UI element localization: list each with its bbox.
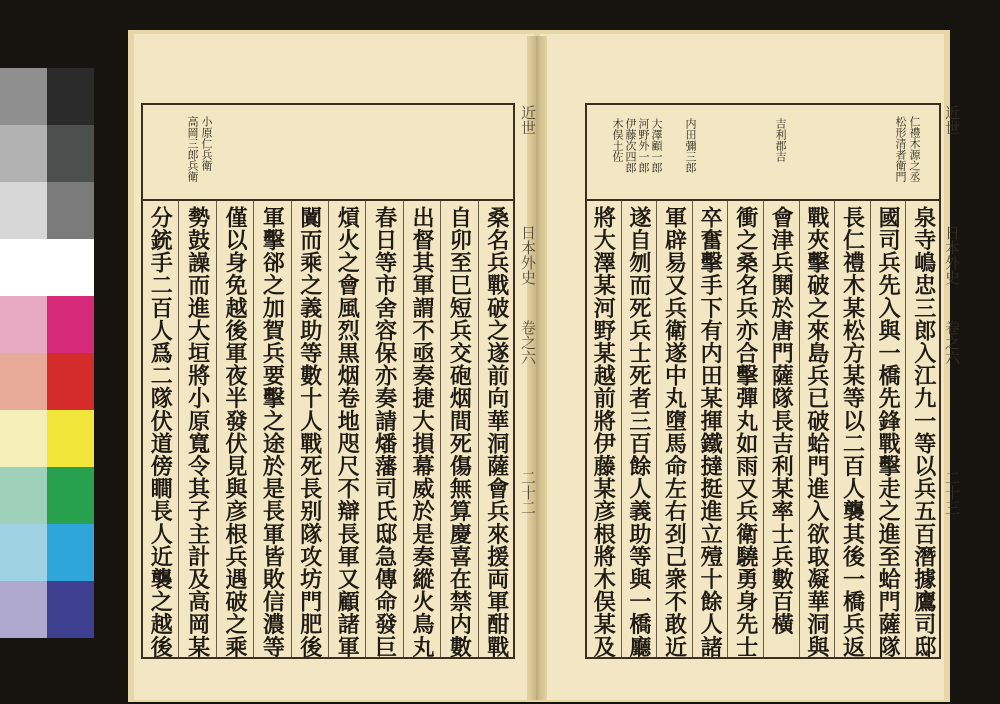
calibration-patch [0,182,47,239]
column-rule [365,201,366,657]
margin-label: 近世 [519,105,537,135]
margin-label: 二十二 [519,470,537,515]
head-note: 松形清者衛門 [894,116,907,182]
column-rule [216,201,217,657]
head-note: 大澤顧一郎 [650,118,663,173]
text-column: 將大澤某河野某越前將伊藤某彦根將木俣某及 [590,206,617,658]
calibration-patch [47,182,94,239]
text-column: 長仁禮木某松方某等以二百人襲其後一橋兵返 [839,206,866,658]
text-column: 遂自刎而死兵士死者三百餘人義助等與一橋廳 [625,206,652,658]
column-rule [253,201,254,657]
calibration-patch [47,296,94,353]
text-column: 春日等市舍容保亦奏請燔藩司氏邸急傳命發巨 [371,206,398,658]
calibration-patch [0,68,47,125]
text-column: 僅以身免越後軍夜半發伏見與彦根兵遇破之乘 [222,206,248,658]
head-note: 木俣土佐 [611,118,624,162]
margin-label: 近世 [943,105,961,135]
head-note: 伊藤次四郎 [624,118,637,173]
text-column: 戰夾擊破之來島兵已破蛤門進入欲取凝華洞與 [803,206,830,658]
book-gutter [527,36,547,700]
text-column: 會津兵鬨於唐門薩隊長吉利某率士兵數百橫 [768,206,795,636]
calibration-patch [0,467,47,524]
calibration-patch [47,68,94,125]
margin-label: 卷之六 [943,320,961,365]
text-column: 闐而乘之義助等數十人戰死長别隊攻坊門肥後 [296,206,323,658]
calibration-patch [0,296,47,353]
calibration-patch [47,581,94,638]
calibration-patch [0,581,47,638]
calibration-patch [47,125,94,182]
text-column: 國司兵先入與一橋先鋒戰擊走之進至蛤門薩隊 [875,206,902,658]
head-note: 高岡三郎兵衛 [186,116,199,182]
text-column: 分銃手二百人爲二隊伏道傍瞷長人近襲之越後 [147,206,174,658]
calibration-patch [0,524,47,581]
text-column: 桑名兵戰破之遂前向華洞薩會兵來援両軍酣戰 [483,206,510,658]
text-column: 泉寺嶋忠三郎入江九一等以兵五百潛據鷹司邸 [910,206,937,658]
head-note: 仁禮木源之丞 [908,116,921,182]
calibration-patch [47,410,94,467]
calibration-patch [0,410,47,467]
calibration-patch [47,239,94,296]
color-calibration-strip [0,68,94,636]
text-column: 衝之桑名兵亦合擊彈丸如雨又兵衛驍勇身先士 [732,206,759,658]
head-note: 吉利郡吉 [774,118,787,162]
margin-label: 日本外史 [943,225,961,285]
margin-label: 二十三 [943,470,961,515]
margin-label: 日本外史 [519,225,537,285]
text-column: 軍擊郤之加賀兵要擊之途於是長軍皆敗信濃等 [259,206,286,658]
text-column: 出督其軍謂不亟奏捷大損幕威於是奏縱火鳥丸 [409,206,435,658]
calibration-patch [47,524,94,581]
head-note: 河野外一郎 [637,118,650,173]
margin-label: 卷之六 [519,320,537,365]
text-column: 卒奮擊手下有内田某揮鐵撻挺進立殪十餘人諸 [697,206,724,658]
column-rule [328,201,329,657]
column-rule [403,201,404,657]
head-note: 内田彌三郎 [684,118,697,173]
column-rule [178,201,179,657]
calibration-patch [0,125,47,182]
text-column: 熕火之會風烈黒烟卷地咫尺不辯長軍又顧諸軍 [334,206,361,658]
text-column: 勢鼓譟而進大垣將小原寬令其子主計及高岡某 [184,206,211,658]
calibration-patch [47,467,94,524]
calibration-patch [0,239,47,296]
calibration-patch [47,353,94,410]
text-column: 軍辟易又兵衛遂中丸墮馬命左右刭己衆不敢近 [661,206,688,658]
head-note: 小原仁兵衛 [200,116,213,171]
text-column: 自卯至巳短兵交砲烟間死傷無算慶喜在禁内數 [446,206,473,658]
column-rule [440,201,441,657]
calibration-patch [0,353,47,410]
